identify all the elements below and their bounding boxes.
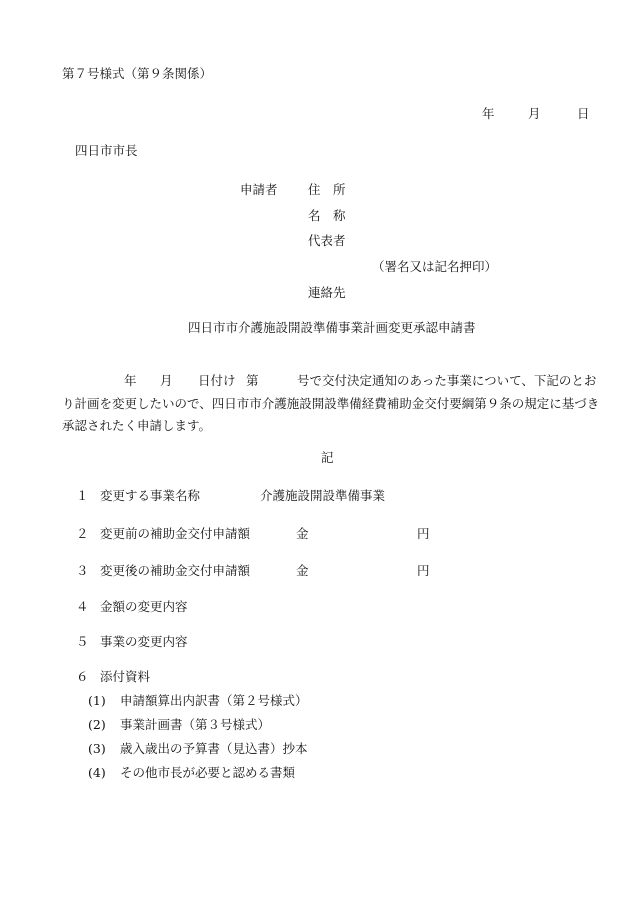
attachment-number: (4): [88, 765, 106, 780]
body-dated: 日付け: [198, 373, 236, 388]
item-number: ４: [76, 599, 89, 614]
item-number: ２: [76, 526, 89, 541]
attachment-number: (2): [88, 717, 106, 732]
yen-label: 円: [417, 563, 430, 578]
ki-heading: 記: [321, 450, 334, 465]
body-year: 年: [124, 373, 137, 388]
applicant-label: 申請者: [240, 182, 278, 197]
kin-label: 金: [296, 526, 309, 541]
item-number: ３: [76, 563, 89, 578]
item-number: ５: [76, 634, 89, 649]
date-year: 年: [482, 106, 495, 121]
addressee: 四日市市長: [75, 143, 138, 158]
body-no-prefix: 第: [246, 373, 259, 388]
attachment-number: (1): [88, 693, 106, 708]
item-label: 変更前の補助金交付申請額: [100, 526, 251, 541]
date-day: 日: [577, 106, 590, 121]
item-number: ６: [76, 669, 89, 684]
attachment-label: その他市長が必要と認める書類: [120, 765, 296, 780]
attachment-number: (3): [88, 741, 106, 756]
item-label: 金額の変更内容: [100, 599, 188, 614]
seal-note: （署名又は記名押印）: [372, 259, 498, 274]
attachment-label: 申請額算出内訳書（第２号様式）: [120, 693, 308, 708]
form-number: 第７号様式（第９条関係）: [62, 66, 213, 81]
body-line2: り計画を変更したいので、四日市市介護施設開設準備経費補助金交付要綱第９条の規定に基づき: [62, 396, 600, 411]
item-label: 事業の変更内容: [100, 634, 188, 649]
date-month: 月: [528, 106, 541, 121]
body-line3: 承認されたく申請します。: [62, 418, 212, 433]
applicant-representative-label: 代表者: [308, 233, 346, 248]
applicant-name-label: 名 称: [308, 208, 346, 223]
body-month: 月: [160, 373, 173, 388]
attachment-label: 事業計画書（第３号様式）: [120, 717, 271, 732]
applicant-contact-label: 連絡先: [308, 285, 346, 300]
item-label: 変更後の補助金交付申請額: [100, 563, 251, 578]
item-label: 変更する事業名称: [100, 488, 201, 503]
kin-label: 金: [296, 563, 309, 578]
item-label: 添付資料: [100, 669, 151, 684]
item-value: 介護施設開設準備事業: [260, 488, 386, 503]
attachment-label: 歳入歳出の予算書（見込書）抄本: [120, 741, 308, 756]
yen-label: 円: [417, 526, 430, 541]
item-number: １: [76, 488, 89, 503]
document-title: 四日市市介護施設開設準備事業計画変更承認申請書: [188, 320, 476, 335]
applicant-address-label: 住 所: [308, 182, 346, 197]
body-line1-rest: 号で交付決定通知のあった事業について、下記のとお: [297, 373, 597, 388]
